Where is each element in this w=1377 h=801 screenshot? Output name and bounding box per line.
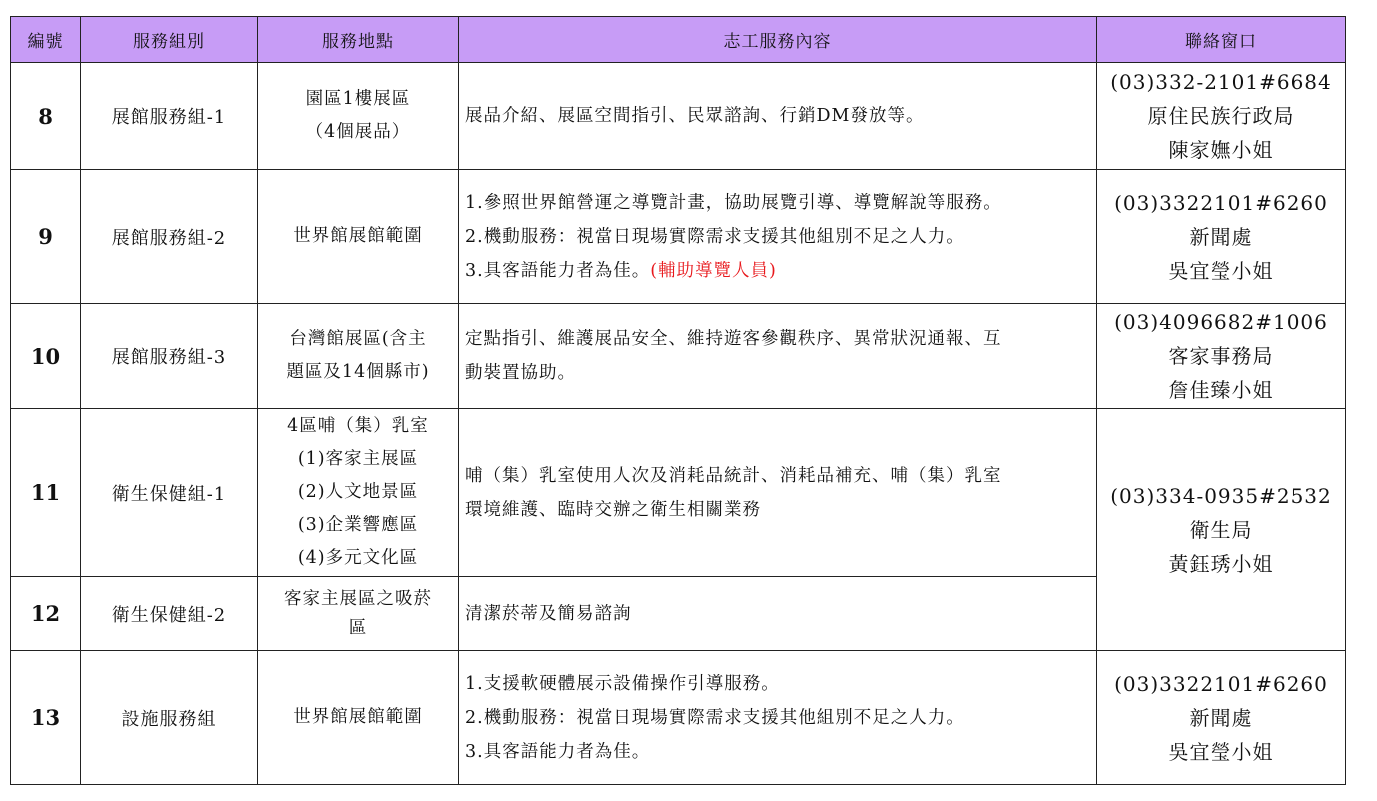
header-content: 志工服務內容 <box>459 17 1097 63</box>
service-content: 哺（集）乳室使用人次及消耗品統計、消耗品補充、哺（集）乳室 環境維護、臨時交辦之衛生相關業務 <box>459 409 1097 577</box>
row-number: 11 <box>11 409 81 577</box>
contact-department: 新聞處 <box>1189 224 1253 249</box>
service-content: 定點指引、維護展品安全、維持遊客參觀秩序、異常狀況通報、互 動裝置協助。 <box>459 304 1097 409</box>
contact-phone: (03)334-0935#2532 <box>1110 483 1332 508</box>
service-location: 4區哺（集）乳室 (1)客家主展區 (2)人文地景區 (3)企業響應區 (4)多元文化區 <box>258 409 459 577</box>
service-content: 清潔菸蒂及簡易諮詢 <box>459 577 1097 651</box>
service-group: 衛生保健組-1 <box>81 409 258 577</box>
service-location: 世界館展館範圍 <box>258 651 459 785</box>
contact-person: 陳家嫵小姐 <box>1168 138 1274 162</box>
contact-phone: (03)3322101#6260 <box>1114 190 1328 215</box>
contact-department: 客家事務局 <box>1168 344 1274 368</box>
service-location: 世界館展館範圍 <box>258 170 459 304</box>
contact-window <box>1097 409 1346 651</box>
contact-department: 新聞處 <box>1189 705 1253 730</box>
row-number: 12 <box>11 577 81 651</box>
row-number: 10 <box>11 304 81 409</box>
row-number: 9 <box>11 170 81 304</box>
table-row <box>11 63 1346 170</box>
contact-person: 詹佳臻小姐 <box>1168 378 1274 402</box>
header-location: 服務地點 <box>258 17 459 63</box>
service-location: 園區1樓展區 （4個展品） <box>258 63 459 170</box>
contact-phone: (03)4096682#1006 <box>1114 310 1328 334</box>
table-row <box>11 651 1346 785</box>
service-content: 展品介紹、展區空間指引、民眾諮詢、行銷DM發放等。 <box>459 63 1097 170</box>
service-group: 展館服務組-3 <box>81 304 258 409</box>
contact-window <box>1097 170 1346 304</box>
contact-department: 原住民族行政局 <box>1147 104 1295 128</box>
contact-person: 吳宜瑩小姐 <box>1168 258 1274 283</box>
table-row <box>11 170 1346 304</box>
service-location: 客家主展區之吸菸 區 <box>258 577 459 651</box>
contact-person: 黃鈺琇小姐 <box>1168 551 1274 576</box>
service-group: 衛生保健組-2 <box>81 577 258 651</box>
contact-window <box>1097 304 1346 409</box>
service-group: 展館服務組-2 <box>81 170 258 304</box>
header-group: 服務組別 <box>81 17 258 63</box>
table-row <box>11 304 1346 409</box>
header-contact: 聯絡窗口 <box>1097 17 1346 63</box>
row-number: 13 <box>11 651 81 785</box>
assistant-guide-note: (輔助導覽人員) <box>650 260 777 281</box>
contact-window <box>1097 651 1346 785</box>
contact-window <box>1097 63 1346 170</box>
contact-person: 吳宜瑩小姐 <box>1168 739 1274 764</box>
service-location: 台灣館展區(含主 題區及14個縣市) <box>258 304 459 409</box>
service-content: 1.支援軟硬體展示設備操作引導服務。 2.機動服務：視當日現場實際需求支援其他組別不足之人力。 3.具客語能力者為佳。 <box>459 651 1097 785</box>
volunteer-service-table <box>10 16 1346 785</box>
service-group: 設施服務組 <box>81 651 258 785</box>
service-group: 展館服務組-1 <box>81 63 258 170</box>
header-number: 編號 <box>11 17 81 63</box>
contact-phone: (03)3322101#6260 <box>1114 671 1328 696</box>
header-row <box>11 17 1346 63</box>
contact-department: 衛生局 <box>1189 517 1253 542</box>
table-row <box>11 409 1346 577</box>
row-number: 8 <box>11 63 81 170</box>
contact-phone: (03)332-2101#6684 <box>1110 70 1332 94</box>
service-content: 1.參照世界館營運之導覽計畫，協助展覽引導、導覽解說等服務。 2.機動服務：視當日現場實際需求支援其他組別不足之人力。 3.具客語能力者為佳。(輔助導覽人員) <box>459 170 1097 304</box>
